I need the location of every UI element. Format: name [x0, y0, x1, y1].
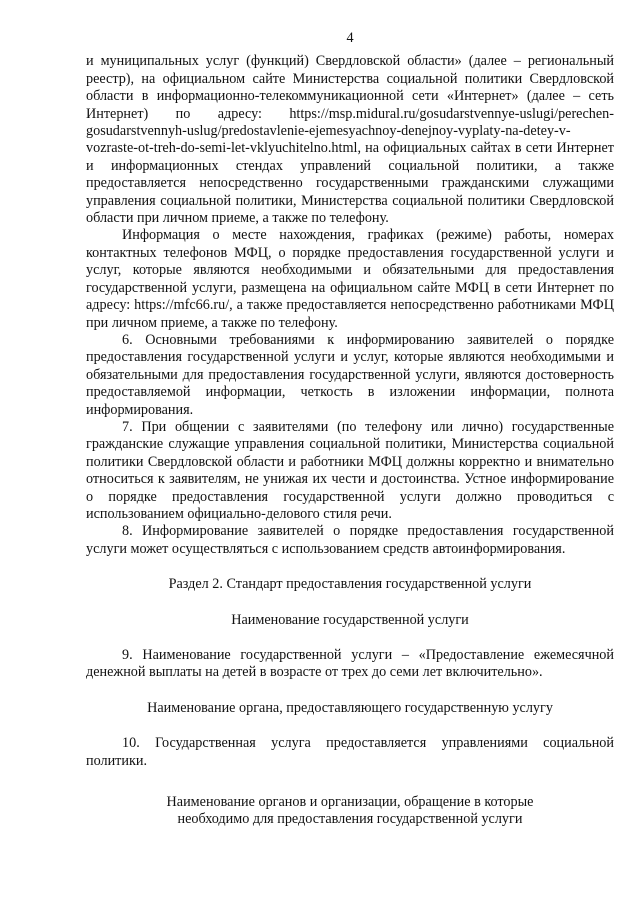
section-heading: Раздел 2. Стандарт предоставления государственной услуги	[168, 576, 532, 593]
subheading-service-name: Наименование государственной услуги	[231, 611, 469, 628]
document-page	[86, 30, 614, 829]
paragraph-mfc-info: Информация о месте нахождения, графиках (режиме) работы, номерах контактных телефонов МФЦ, о порядке предоставления государственной услуги и услуг, которые являются необходимыми и обязательными для предоставления государственной услуги, размещена на официальном сайте МФЦ в сети Интернет по адресу: https://mfc66.ru/, а также предоставляется непосредственно работниками МФЦ при личном приеме, а также по телефону.	[86, 227, 614, 331]
subheading-organizations-line2: необходимо для предоставления государственной услуги	[177, 811, 523, 828]
subheading-authority: Наименование органа, предоставляющего государственную услугу	[147, 699, 553, 716]
paragraph-item-7: 7. При общении с заявителями (по телефону или лично) государственные гражданские служащие управления социальной политики, Министерства социальной политики Свердловской области и работники МФЦ должны корректно и внимательно относиться к заявителям, не унижая их чести и достоинства. Устное информирование о порядке предоставления государственной услуги должно проводиться с использованием официально-делового стиля речи.	[86, 418, 614, 522]
subheading-organizations	[86, 794, 614, 829]
paragraph-item-6: 6. Основными требованиями к информированию заявителей о порядке предоставления государственной услуги и услуг, которые являются необходимыми и обязательными для предоставления государственной услуги, являются достоверность предоставляемой информации, четкость в изложении информации, полнота информирования.	[86, 331, 614, 418]
page-number: 4	[346, 30, 354, 46]
paragraph-item-9: 9. Наименование государственной услуги – «Предоставление ежемесячной денежной выплаты на детей в возрасте от трех до семи лет включительно».	[86, 647, 614, 681]
paragraph-item-10: 10. Государственная услуга предоставляется управлениями социальной политики.	[86, 735, 614, 769]
paragraph-registry-info: и муниципальных услуг (функций) Свердловской области» (далее – региональный реестр), на официальном сайте Министерства социальной политики Свердловской области в информационно-телекоммуникационной сети «Интернет» (далее – сеть Интернет) по адресу: https://msp.midural.ru/gosudarstvennye-uslugi/perechen-gosudarstvennyh-uslug/predostavlenie-ejemesyachnoy-denejnoy-vyplaty-na-detey-v-vozraste-ot-treh-do-semi-let-vklyuchitelno.html, на официальных сайтах в сети Интернет и информационных стендах управлений социальной политики, а также предоставляется непосредственно государственными гражданскими служащими управления социальной политики, Министерства социальной политики Свердловской области при личном приеме, а также по телефону.	[86, 53, 614, 227]
subheading-organizations-line1: Наименование органов и организации, обращение в которые	[166, 794, 534, 811]
paragraph-item-8: 8. Информирование заявителей о порядке предоставления государственной услуги может осуществляться с использованием средств автоинформирования.	[86, 523, 614, 557]
